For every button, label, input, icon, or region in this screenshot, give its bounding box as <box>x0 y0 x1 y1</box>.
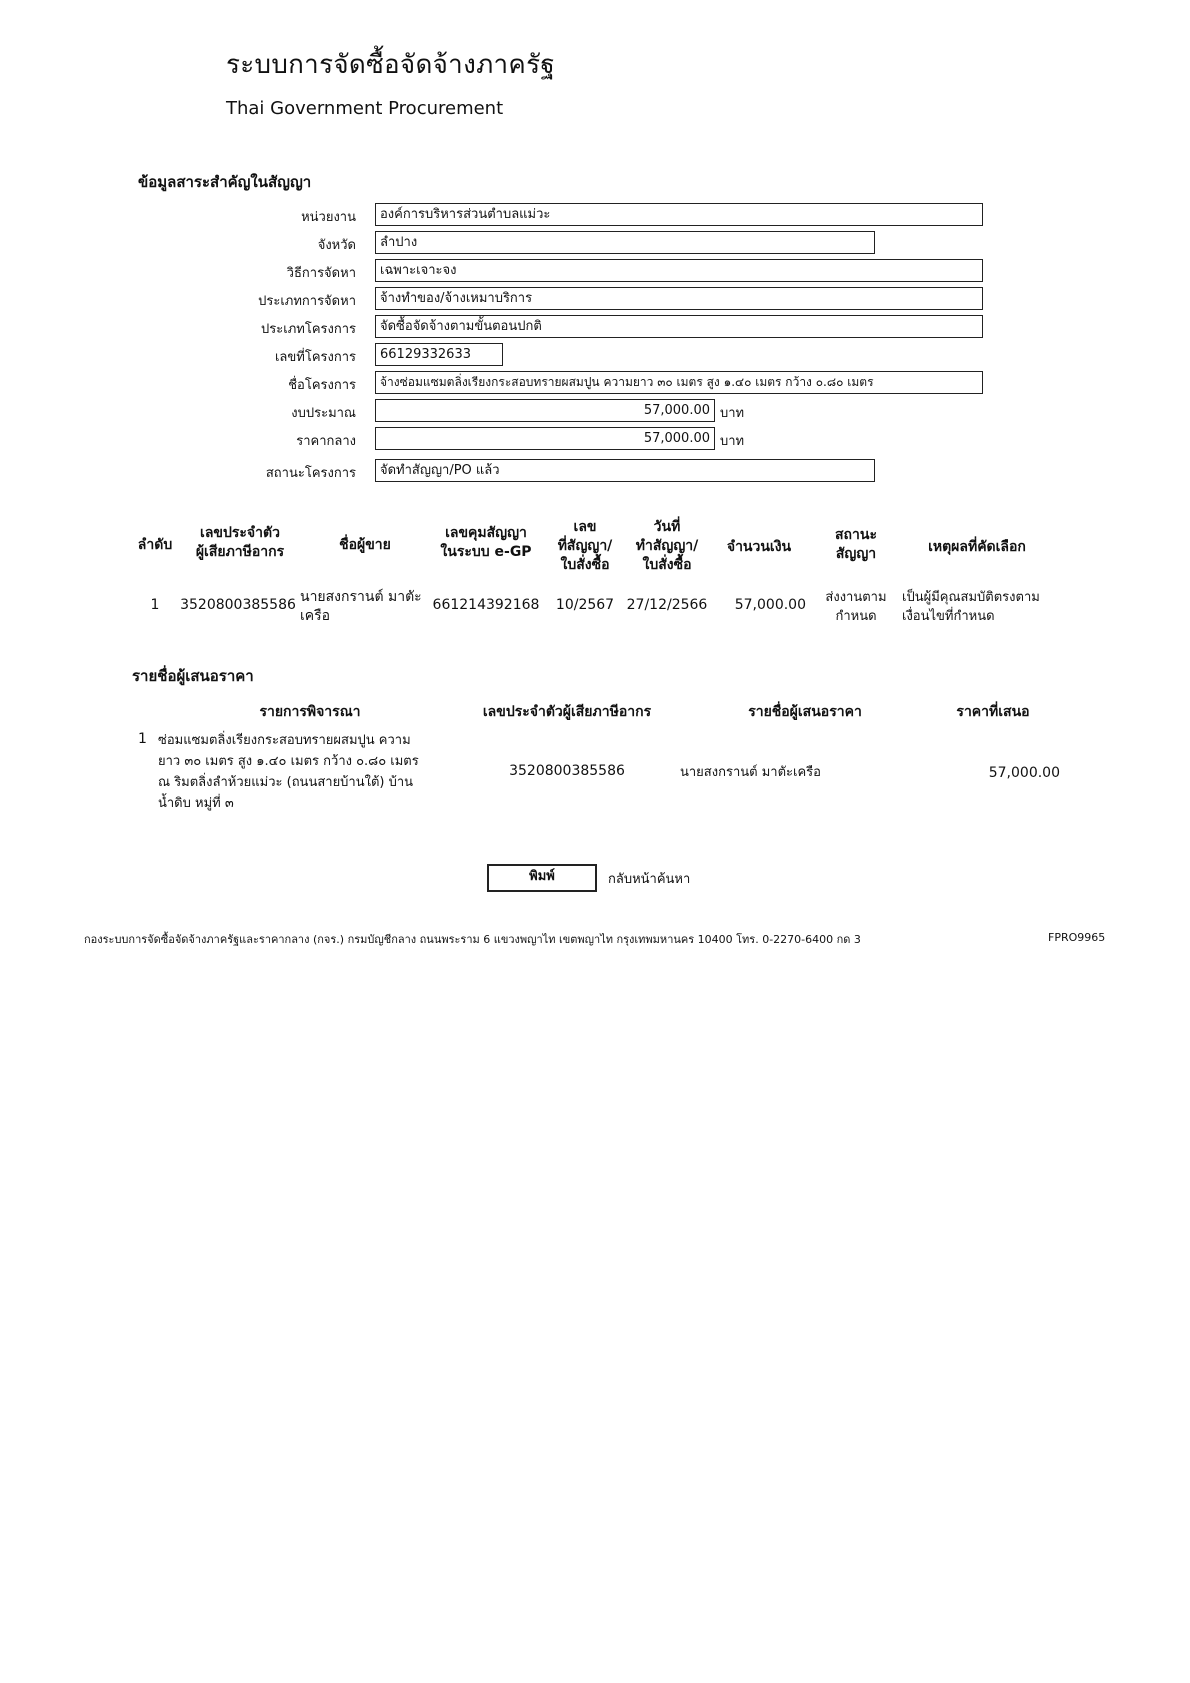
bidders-col-bidder-header: รายชื่อผู้เสนอราคา <box>748 704 862 720</box>
col-order-header: ลำดับ <box>137 537 173 553</box>
median-price-label: ราคากลาง <box>296 434 356 449</box>
bidder-row-item-line4: น้ำดิบ หมู่ที่ ๓ <box>158 796 234 811</box>
project-name-label: ชื่อโครงการ <box>288 378 356 393</box>
province-label: จังหวัด <box>317 238 356 253</box>
col-control-header <box>428 524 544 562</box>
contract-row-vendor-line2: เครือ <box>300 608 331 624</box>
province-field: ลำปาง <box>375 231 875 254</box>
col-date-header-line1: วันที่ <box>653 519 681 535</box>
col-tax-id-header-line2: ผู้เสียภาษีอากร <box>195 544 285 560</box>
bidder-row-name: นายสงกรานต์ มาตัะเครือ <box>680 765 821 780</box>
contract-row-reason <box>902 588 1062 626</box>
col-tax-id-header-line1: เลขประจำตัว <box>200 525 280 541</box>
col-date-header <box>624 518 710 575</box>
bidder-row-item-line2: ยาว ๓๐ เมตร สูง ๑.๔๐ เมตร กว้าง ๐.๘๐ เมตร <box>158 754 419 769</box>
project-name-field: จ้างซ่อมแซมตลิ่งเรียงกระสอบทรายผสมปูน ความยาว ๓๐ เมตร สูง ๑.๔๐ เมตร กว้าง ๐.๘๐ เมตร <box>375 371 983 394</box>
agency-field: องค์การบริหารส่วนตำบลแม่วะ <box>375 203 983 226</box>
page-subtitle: Thai Government Procurement <box>226 98 504 119</box>
method-label: วิธีการจัดหา <box>286 266 356 281</box>
method-field: เฉพาะเจาะจง <box>375 259 983 282</box>
contract-row-date: 27/12/2566 <box>626 597 708 613</box>
col-date-header-line3: ใบสั่งซื้อ <box>642 557 692 573</box>
col-status-header-line2: สัญญา <box>835 546 877 562</box>
bidders-col-tax-id-header: เลขประจำตัวผู้เสียภาษีอากร <box>482 704 652 720</box>
col-contract-no-header-line3: ใบสั่งซื้อ <box>560 557 610 573</box>
bidder-row-tax-id: 3520800385586 <box>509 763 625 779</box>
col-contract-no-header-line1: เลข <box>573 519 597 535</box>
bidder-row-item-line3: ณ ริมตลิ่งลำห้วยแม่วะ (ถนนสายบ้านใต้) บ้าน <box>158 775 414 790</box>
contract-row-status <box>814 588 898 626</box>
contract-row-reason-line1: เป็นผู้มีคุณสมบัติตรงตาม <box>902 590 1040 605</box>
summary-section-title: ข้อมูลสาระสำคัญในสัญญา <box>138 173 312 191</box>
col-amount-header: จำนวนเงิน <box>726 539 792 555</box>
bidders-section-title: รายชื่อผู้เสนอราคา <box>132 667 254 685</box>
col-date-header-line2: ทำสัญญา/ <box>635 538 699 554</box>
project-number-field: 66129332633 <box>375 343 503 366</box>
col-vendor-header: ชื่อผู้ขาย <box>339 537 391 553</box>
contract-row-reason-line2: เงื่อนไขที่กำหนด <box>902 609 995 624</box>
agency-label: หน่วยงาน <box>301 210 356 225</box>
project-type-field: จัดซื้อจัดจ้างตามขั้นตอนปกติ <box>375 315 983 338</box>
contract-row-order: 1 <box>150 597 160 613</box>
budget-field: 57,000.00 <box>375 399 715 422</box>
bidders-col-price-header: ราคาที่เสนอ <box>956 704 1030 720</box>
col-contract-no-header <box>546 518 624 575</box>
project-number-label: เลขที่โครงการ <box>274 350 356 365</box>
back-to-search-link[interactable]: กลับหน้าค้นหา <box>608 872 691 887</box>
col-status-header-line1: สถานะ <box>835 527 877 543</box>
median-price-unit: บาท <box>720 434 745 449</box>
col-reason-header: เหตุผลที่คัดเลือก <box>928 539 1026 555</box>
project-status-field: จัดทำสัญญา/PO แล้ว <box>375 459 875 482</box>
col-control-header-line2: ในระบบ e-GP <box>440 544 532 560</box>
col-control-header-line1: เลขคุมสัญญา <box>445 525 527 541</box>
bidder-row-price: 57,000.00 <box>988 765 1060 781</box>
contract-row-amount: 57,000.00 <box>734 597 806 613</box>
project-type-label: ประเภทโครงการ <box>261 322 356 337</box>
col-contract-no-header-line2: ที่สัญญา/ <box>557 538 613 554</box>
budget-unit: บาท <box>720 406 745 421</box>
contract-row-status-line2: กำหนด <box>835 609 877 624</box>
bidders-col-item-header: รายการพิจารณา <box>259 704 361 720</box>
contract-row-control-no: 661214392168 <box>432 597 540 613</box>
procurement-type-label: ประเภทการจัดหา <box>258 294 356 309</box>
col-status-header <box>814 526 898 564</box>
bidder-row-item <box>158 730 458 814</box>
bidder-row-order: 1 <box>138 731 147 747</box>
procurement-type-field: จ้างทำของ/จ้างเหมาบริการ <box>375 287 983 310</box>
contract-row-vendor <box>300 588 430 626</box>
contract-row-vendor-line1: นายสงกรานต์ มาตัะ <box>300 589 422 605</box>
bidder-row-item-line1: ซ่อมแซมตลิ่งเรียงกระสอบทรายผสมปูน ความ <box>158 733 411 748</box>
project-status-label: สถานะโครงการ <box>265 466 356 481</box>
footer-code: FPRO9965 <box>1048 931 1106 944</box>
contract-row-status-line1: ส่งงานตาม <box>825 590 887 605</box>
col-tax-id-header <box>184 524 296 562</box>
median-price-field: 57,000.00 <box>375 427 715 450</box>
contract-row-tax-id: 3520800385586 <box>180 597 296 613</box>
budget-label: งบประมาณ <box>291 406 356 421</box>
page-title: ระบบการจัดซื้อจัดจ้างภาครัฐ <box>226 50 556 80</box>
print-button[interactable]: พิมพ์ <box>487 864 597 892</box>
contract-row-contract-no: 10/2567 <box>555 597 615 613</box>
footer-address: กองระบบการจัดซื้อจัดจ้างภาครัฐและราคากลาง (กจร.) กรมบัญชีกลาง ถนนพระราม 6 แขวงพญาไท เขตพญาไท กรุงเทพมหานคร 10400 โทร. 0-2270-6400 กด 3 <box>84 933 861 946</box>
